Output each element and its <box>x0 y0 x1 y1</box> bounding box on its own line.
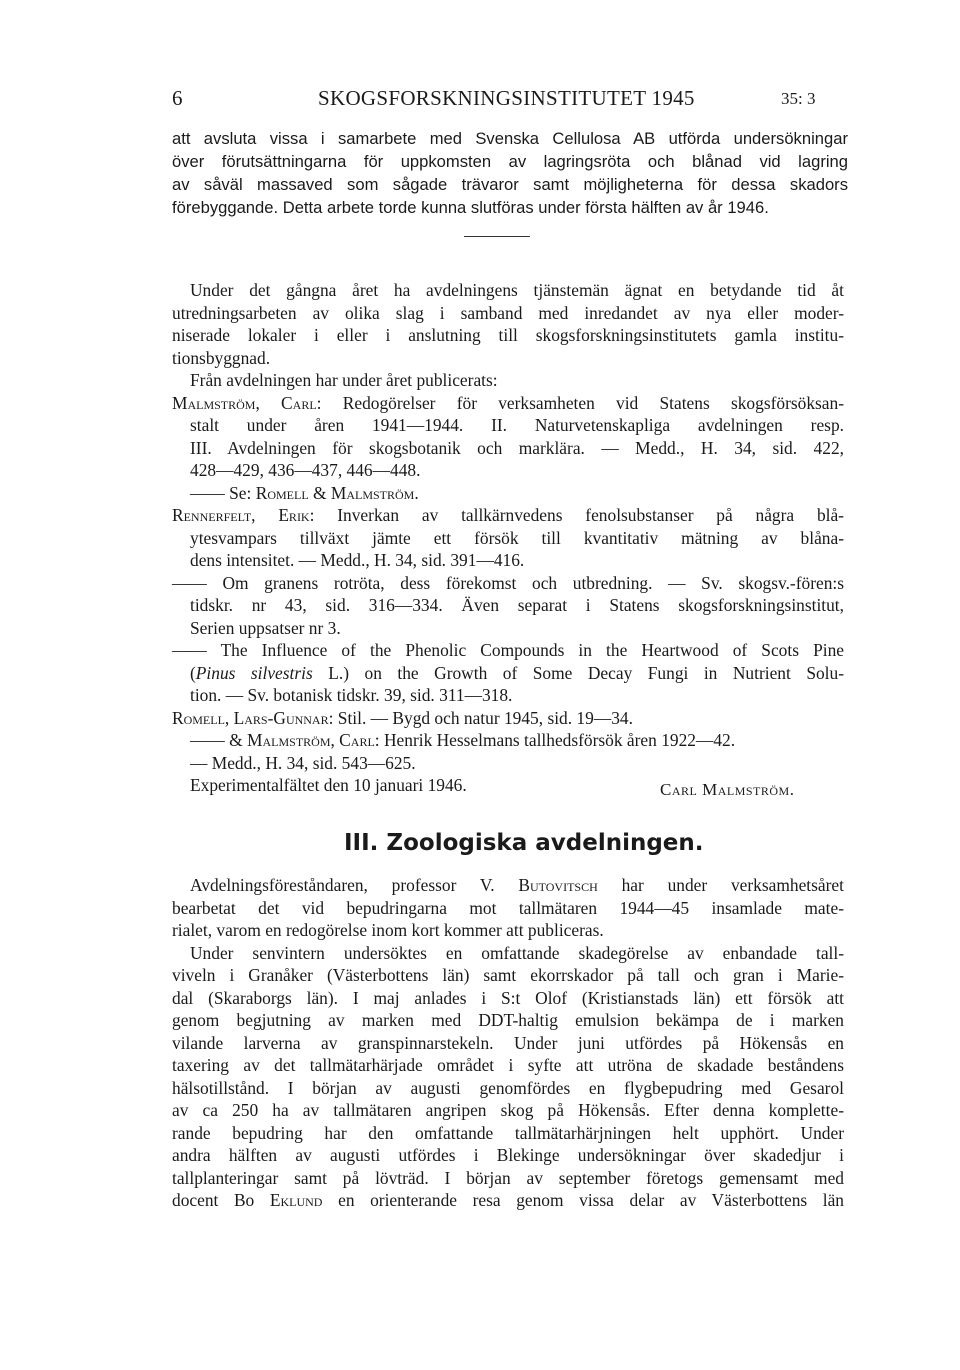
body-line: vilande larverna av granspinnarstekeln. Under juni utfördes på Hökensås en <box>172 1032 844 1053</box>
entry-text: Stil. — Bygd och natur 1945, sid. 19—34. <box>337 707 633 728</box>
body-line: dal (Skaraborgs län). I maj anlades i S:t Olof (Kristianstads län) ett försök att <box>172 987 844 1008</box>
intro-line: att avsluta vissa i samarbete med Svenska Cellulosa AB utförda undersökningar <box>172 129 848 148</box>
entry-line: III. Avdelningen för skogsbotanik och marklära. — Medd., H. 34, sid. 422, <box>190 437 844 458</box>
body-line: rande bepudring har den omfattande tallmätarhärjningen helt upphört. Under <box>172 1122 844 1143</box>
ditto-dash: —— <box>190 482 225 503</box>
entry-text: L.) on the Growth of Some Decay Fungi in Nutrient Solu- <box>312 662 845 683</box>
entry-line: stalt under åren 1941—1944. II. Naturvetenskapliga avdelningen resp. <box>190 415 844 435</box>
latin-name: Pinus silvestris <box>195 662 313 683</box>
bibliography-entry <box>172 504 844 527</box>
bibliography-entry <box>172 482 844 505</box>
entry-ref: Romell & Malmström. <box>255 482 419 503</box>
body-line: rialet, varom en redogörelse inom kort kommer att publiceras. <box>172 920 604 940</box>
intro-line: över förutsättningarna för uppkomsten av lagringsröta och blånad vid lagring <box>172 152 848 171</box>
ditto-dash: —— <box>190 730 225 750</box>
body-text: har under verksamhetsåret <box>621 875 844 895</box>
section-heading: III. Zoologiska avdelningen. <box>344 830 704 856</box>
intro-paragraph <box>172 127 848 219</box>
entry-line: tidskr. nr 43, sid. 316—334. Även separat i Statens skogsforskningsinstitut, <box>190 595 844 615</box>
entry-text: Se: <box>229 482 252 503</box>
body-line <box>172 1189 844 1212</box>
entry-text: The Influence of the Phenolic Compounds in the Heartwood of Scots Pine <box>220 640 844 660</box>
body-line: andra hälften av augusti utfördes i Blekinge undersökningar över skadedjur i <box>172 1145 844 1165</box>
zoology-section <box>172 874 844 1212</box>
running-title: SKOGSFORSKNINGSINSTITUTET 1945 <box>318 86 695 110</box>
body-line: bearbetat det vid bepudringarna mot tallmätaren 1944—45 insamlade mate- <box>172 897 844 918</box>
body-line: niserade lokaler i eller i anslutning till skogsforskningsinstitutets gamla institu- <box>172 325 844 345</box>
intro-line: förebyggande. Detta arbete torde kunna slutföras under första hälften av år 1946. <box>172 198 769 217</box>
entry-author: Romell, Lars-Gunnar: <box>172 707 334 728</box>
intro-line: av såväl massaved som sågade trävaror samt möjligheterna för dessa skadors <box>172 175 848 194</box>
publications-section <box>172 279 844 797</box>
body-line: utredningsarbeten av olika slag i samband med inredandet av nya eller moder- <box>172 302 844 323</box>
entry-line: dens intensitet. — Medd., H. 34, sid. 391—416. <box>190 550 525 570</box>
person-name: Eklund <box>269 1190 323 1210</box>
signature: Carl Malmström. <box>660 780 795 799</box>
publications-intro: Från avdelningen har under året publicerats: <box>190 370 498 390</box>
entry-text: Henrik Hesselmans tallhedsförsök åren 1922—42. <box>383 730 736 750</box>
body-line: genom begjutning av marken med DDT-haltig emulsion bekämpa de i marken <box>172 1010 844 1030</box>
body-line: viveln i Granåker (Västerbottens län) samt ekorrskador på tall och gran i Marie- <box>172 965 844 985</box>
bibliography-entry <box>172 572 844 595</box>
entry-line: Serien uppsatser nr 3. <box>190 617 341 638</box>
section-divider <box>464 236 530 237</box>
body-line: av ca 250 ha av tallmätaren angripen skog på Hökensås. Efter denna komplette- <box>172 1100 844 1120</box>
body-line: tallplanteringar samt på lövträd. I början av september företogs gemensamt med <box>172 1167 844 1188</box>
body-line: taxering av det tallmätarhärjade området i syfte att utröna de skadade beståndens <box>172 1055 844 1075</box>
body-text: en orienterande resa genom vissa delar av Västerbottens län <box>338 1190 845 1210</box>
body-line <box>172 874 844 897</box>
entry-line: ytesvampars tillväxt jämte ett försök till kvantitativ mätning av blåna- <box>190 527 844 548</box>
ditto-dash: —— <box>172 640 207 660</box>
entry-author: Rennerfelt, Erik: <box>172 505 315 525</box>
bibliography-entry <box>172 639 844 662</box>
entry-author: & Malmström, Carl: <box>229 730 380 750</box>
body-text: Avdelningsföreståndaren, professor V. <box>190 875 495 895</box>
entry-author: Malmström, Carl: <box>172 392 322 413</box>
person-name: Butovitsch <box>518 875 598 895</box>
entry-line <box>172 662 844 685</box>
issue-number: 35: 3 <box>781 89 816 108</box>
bibliography-entry <box>172 707 844 730</box>
entry-line: 428—429, 436—437, 446—448. <box>190 460 421 480</box>
page-number: 6 <box>172 86 183 110</box>
ditto-dash: —— <box>172 572 207 593</box>
entry-text: Inverkan av tallkärnvedens fenolsubstanser på några blå- <box>337 505 844 525</box>
entry-text: Redogörelser för verksamheten vid Statens skogsförsöksan- <box>342 392 844 413</box>
body-line: hälsotillstånd. I början av augusti genomfördes en flygbepudring med Gesarol <box>172 1077 844 1098</box>
body-line: tionsbyggnad. <box>172 347 271 368</box>
bibliography-entry <box>172 729 844 752</box>
bibliography-entry <box>172 392 844 415</box>
entry-line: — Medd., H. 34, sid. 543—625. <box>190 752 416 773</box>
body-line: Under senvintern undersöktes en omfattande skadegörelse av enbandade tall- <box>190 942 844 963</box>
entry-line: tion. — Sv. botanisk tidskr. 39, sid. 311—318. <box>190 685 513 705</box>
entry-text: ( <box>190 662 196 683</box>
body-text: docent Bo <box>172 1190 255 1210</box>
entry-text: Om granens rotröta, dess förekomst och utbredning. — Sv. skogsv.-fören:s <box>222 572 844 593</box>
dateline: Experimentalfältet den 10 januari 1946. <box>190 775 467 795</box>
body-line: Under det gångna året ha avdelningens tjänstemän ägnat en betydande tid åt <box>190 280 844 300</box>
